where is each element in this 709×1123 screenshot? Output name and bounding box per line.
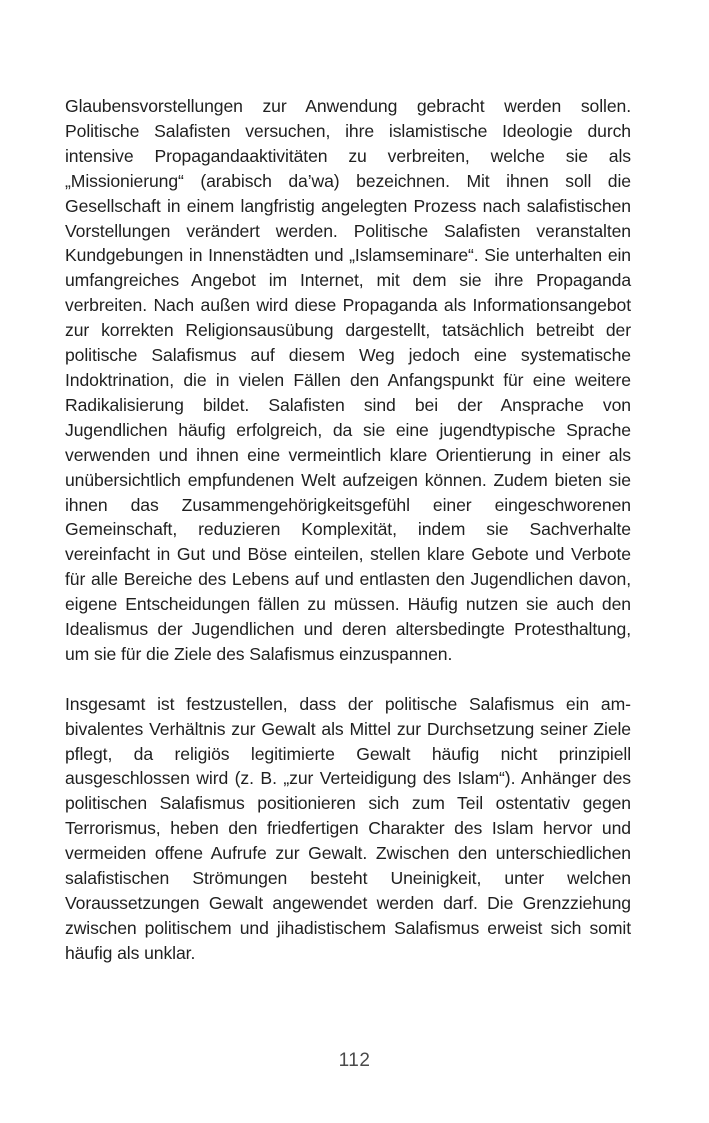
- paragraph-2: Insgesamt ist festzustellen, dass der politische Salafismus ein ambivalentes Verhältnis zur Gewalt als Mittel zur Durchsetzung seiner Ziele pflegt, da religiös legitimierte Gewalt häufig nicht prinzipiell ausgeschlossen wird (z. B. „zur Verteidigung des Islam“). Anhänger des politischen Salafismus positionieren sich zum Teil ostentativ gegen Terrorismus, heben den friedfertigen Charakter des Islam hervor und vermeiden offene Aufrufe zur Gewalt. Zwischen den unterschiedlichen salafistischen Strömungen besteht Uneinigkeit, unter welchen Voraussetzungen Gewalt angewendet werden darf. Die Grenzziehung zwischen politischem und jihadistischem Salafismus erweist sich somit häufig als unklar.: [65, 693, 631, 963]
- body-text: [65, 94, 631, 966]
- paragraph-1: Glaubensvorstellungen zur Anwendung gebracht werden sollen. Politische Salafisten versuchen, ihre islamistische Ideologie durch intensive Propagandaaktivitäten zu verbreiten, welche sie als „Missionierung“ (arabisch da’wa) bezeichnen. Mit ihnen soll die Gesellschaft in einem langfristig angelegten Prozess nach salafistischen Vorstellungen verändert werden. Politische Salafisten veranstalten Kundgebungen in Innenstädten und „Islamseminare“. Sie unterhalten ein umfangreiches Angebot im Internet, mit dem sie ihre Propaganda verbreiten. Nach außen wird diese Propaganda als Informationsangebot zur korrekten Religionsausübung dargestellt, tatsächlich betreibt der politische Salafismus auf diesem Weg jedoch eine systematische Indoktrination, die in vielen Fällen den Anfangspunkt für eine weitere Radikalisierung bildet. Salafisten sind bei der Ansprache von Jugendlichen häufig erfolgreich, da sie eine jugendtypische Sprache verwenden und ihnen eine vermeintlich klare Orientierung in einer als unübersichtlich empfundenen Welt aufzeigen können. Zudem bieten sie ihnen das Zusammengehörigkeitsgefühl einer eingeschworenen Gemeinschaft, reduzieren Komplexität, indem sie Sachverhalte vereinfacht in Gut und Böse einteilen, stellen klare Gebote und Verbote für alle Bereiche des Lebens auf und entlasten den Jugendlichen davon, eigene Entscheidungen fällen zu müssen. Häufig nutzen sie auch den Idealismus der Jugendlichen und deren altersbedingte Protesthaltung, um sie für die Ziele des Salafismus einzuspannen.: [65, 96, 631, 664]
- page-number: 112: [338, 1050, 371, 1071]
